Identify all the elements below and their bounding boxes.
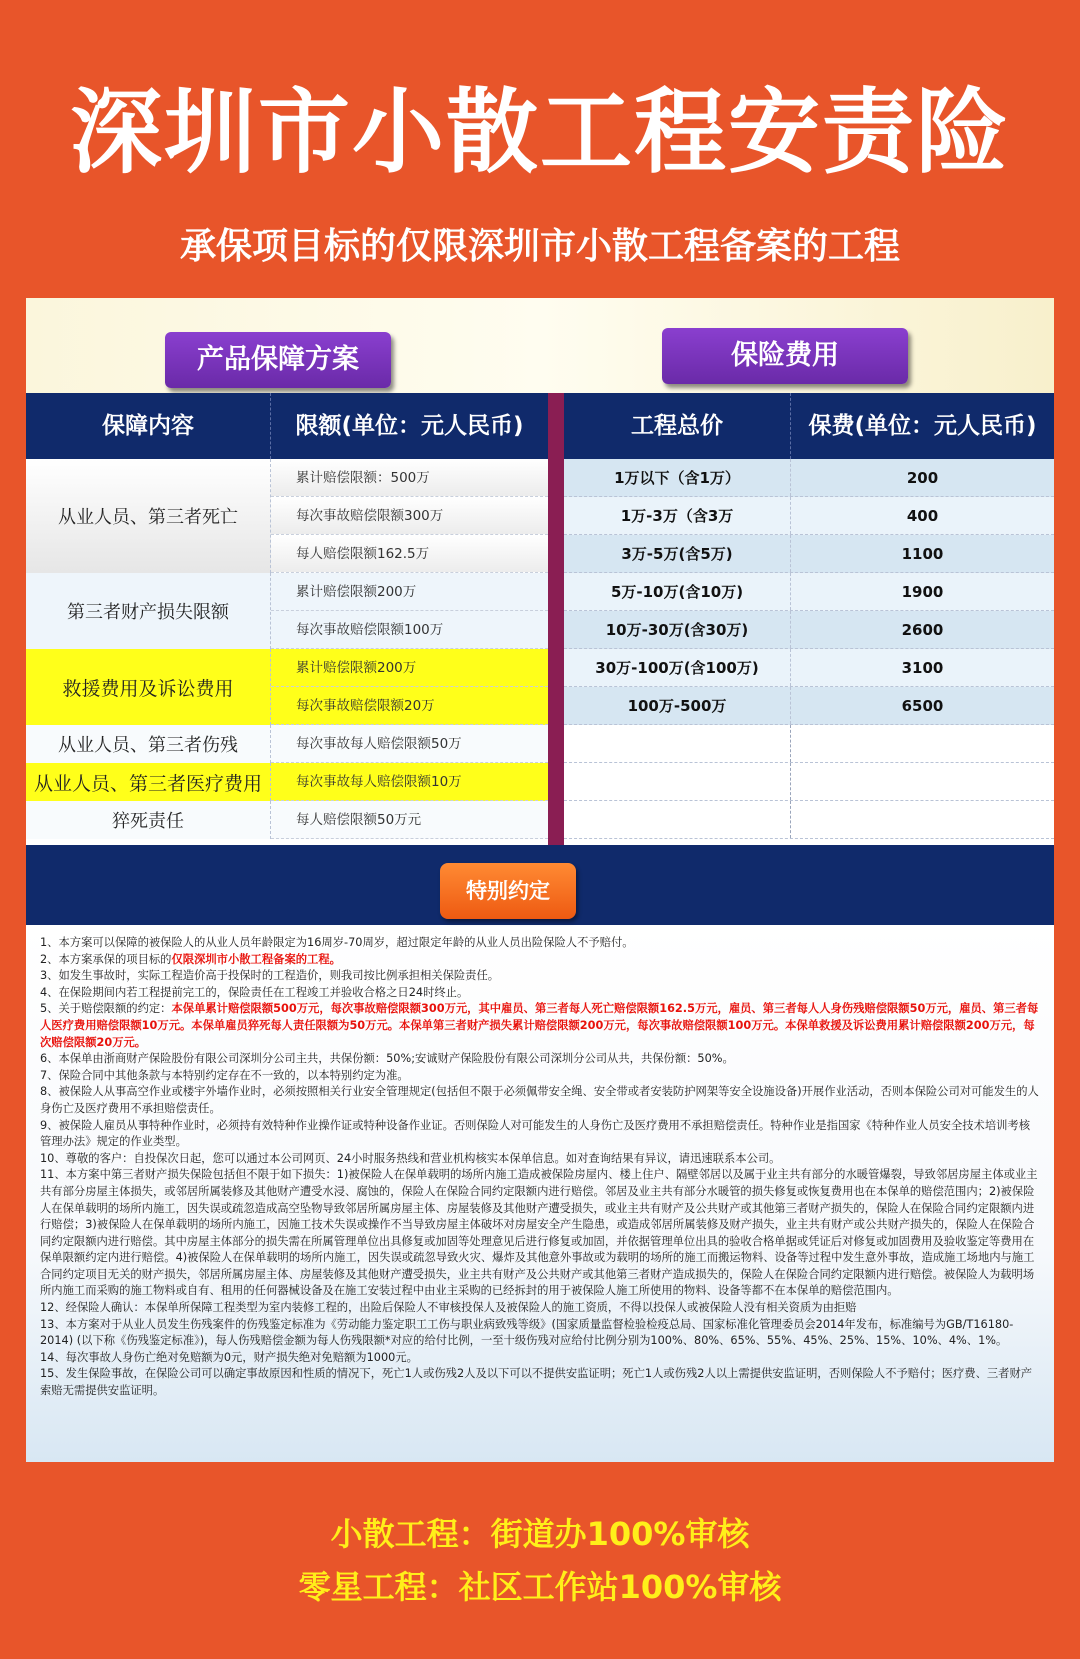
project-total-cell: 1万以下（含1万） — [564, 459, 791, 496]
term-item: 11、本方案中第三者财产损失保险包括但不限于如下损失：1)被保险人在保单载明的场所内施工造成被保险房屋内、楼上住户、隔壁邻居以及属于业主共有部分的水暖管爆裂，导致邻居房屋主体或业主共有部分房屋主体损失，或邻居所属装修及其他财产遭受水浸、腐蚀的，保险人在保险合同约定限额内进行赔偿。邻居及业主共有部分水暖管的损失修复或恢复费用也在本保单的赔偿范围内；2)被保险人在保单载明的场所内施工，因失误或疏忽造成高空坠物导致邻居所属房屋主体、房屋装修及其他财产遭受损失，或业主共有财产及公共财产或其他第三者财产损失的，保险人在保险合同约定限额内进行赔偿；3)被保险人在保单载明的场所内施工，因施工技术失误或操作不当导致房屋主体破坏对房屋安全产生隐患，或造成邻居所属装修及财产损失，业主共有财产或公共财产损失的，保险人在保险合同约定限额内进行赔偿。其中房屋主体部分的损失需在所属管理单位出具修复或加固等处理意见后进行修复或加固，并依据管理单位出具的验收合格单据或凭证后对修复或加固费用及验收鉴定等费用在保单限额约定内进行赔偿。4)被保险人在保单载明的场所内施工，因失误或疏忽导致火灾、爆炸及其他意外事故或为载明的场所的施工而搬运物料、设备等过程中发生意外事故，造成施工场地内与施工合同约定项目无关的财产损失，邻居所属房屋主体、房屋装修及其他财产遭受损失，业主共有财产及公共财产或其他第三者财产造成损失的，保险人在保险合同约定限额内进行赔偿。被保险人为载明场所内施工而采购的施工物料或自有、租用的任何器械设备及在施工安装过程中由业主采购的已经拆封的用于被保险人施工所使用的物料、设备等都不在本保单的赔偿范围内。 — [40, 1168, 1038, 1298]
coverage-group-medical — [26, 763, 548, 801]
header-premium: 保费(单位：元人民币) — [808, 413, 1037, 439]
coverage-group-property — [26, 573, 548, 649]
coverage-limits — [271, 763, 548, 801]
table-row — [564, 611, 1054, 649]
coverage-limit: 每次事故赔偿限额20万 — [271, 687, 548, 725]
coverage-group-sudden-death — [26, 801, 548, 839]
term-item: 12、经保险人确认：本保单所保障工程类型为室内装修工程的，出险后保险人不审核投保人及被保险人的施工资质，不得以投保人或被保险人没有相关资质为由拒赔 — [40, 1301, 857, 1315]
coverage-category: 从业人员、第三者伤残 — [26, 725, 271, 763]
table-row — [564, 459, 1054, 497]
term-item: 3、如发生事故时，实际工程造价高于投保时的工程造价，则我司按比例承担相关保险责任。 — [40, 969, 500, 983]
coverage-limit: 每次事故赔偿限额100万 — [271, 611, 548, 649]
coverage-category: 从业人员、第三者死亡 — [26, 459, 271, 573]
project-total-cell: 30万-100万(含100万) — [564, 649, 791, 686]
table-row — [564, 497, 1054, 535]
term-item: 5、关于赔偿限额的约定：本保单累计赔偿限额500万元，每次事故赔偿限额300万元，其中雇员、第三者每人死亡赔偿限额162.5万元，雇员、第三者每人人身伤残赔偿限额50万元，雇员、第三者每人医疗费用赔偿限额10万元。本保单雇员猝死每人责任限额为50万元。本保单第三者财产损失累计赔偿限额200万元，每次事故赔偿限额100万元。本保单救援及诉讼费用累计赔偿限额200万元，每次赔偿限额20万元。 — [40, 1002, 1039, 1049]
premium-table — [564, 459, 1054, 839]
project-total-cell: 100万-500万 — [564, 687, 791, 724]
term-item: 7、保险合同中其他条款与本特别约定存在不一致的，以本特别约定为准。 — [40, 1068, 409, 1082]
term-item: 8、被保险人从事高空作业或楼宇外墙作业时，必须按照相关行业安全管理规定(包括但不限于必须佩带安全绳、安全带或者安装防护网架等安全设施设备)开展作业活动，否则本保险公司对可能发生的人身伤亡及医疗费用不承担赔偿责任。 — [40, 1085, 1039, 1115]
project-total-cell: 1万-3万（含3万 — [564, 497, 791, 534]
term-item: 13、本方案对于从业人员发生伤残案件的伤残鉴定标准为《劳动能力鉴定职工工伤与职业病致残等级》(国家质量监督检验检疫总局、国家标准化管理委员会2014年发布，标准编号为GB/T16180-2014) (以下称《伤残鉴定标准》)，每人伤残赔偿金额为每人伤残限额*对应的给付比例，一至十级伤残对应给付比例分别为100%、80%、65%、55%、45%、25%、15%、10%、4%、1%。 — [40, 1317, 1014, 1348]
coverage-limit: 累计赔偿限额200万 — [271, 573, 548, 611]
term-item: 15、发生保险事故，在保险公司可以确定事故原因和性质的情况下，死亡1人或伤残2人及以下可以不提供安监证明；死亡1人或伤残2人以上需提供安监证明，否则保险人不予赔付；医疗费、三者财产索赔无需提供安监证明。 — [40, 1367, 1033, 1398]
table-divider — [548, 393, 564, 845]
coverage-limit: 每人赔偿限额50万元 — [271, 801, 548, 839]
table-row — [564, 535, 1054, 573]
project-total-cell: 3万-5万(含5万) — [564, 535, 791, 572]
term-item: 9、被保险人雇员从事特种作业时，必须持有效特种作业操作证或特种设备作业证。否则保险人对可能发生的人身伤亡及医疗费用不承担赔偿责任。特种作业是指国家《特种作业人员安全技术培训考核管理办法》规定的作业类型。 — [40, 1118, 1031, 1149]
premium-cell: 2600 — [901, 621, 944, 639]
page-subtitle: 承保项目标的仅限深圳市小散工程备案的工程 — [179, 226, 900, 267]
coverage-category: 第三者财产损失限额 — [26, 573, 271, 649]
table-row — [564, 649, 1054, 687]
term-item: 4、在保险期间内若工程提前完工的，保险责任在工程竣工并验收合格之日24时终止。 — [40, 985, 469, 999]
coverage-limits — [271, 573, 548, 649]
table-row — [564, 573, 1054, 611]
coverage-limits — [271, 459, 548, 573]
page-title: 深圳市小散工程安责险 — [69, 79, 1010, 186]
term-highlight: 仅限深圳市小散工程备案的工程。 — [171, 952, 341, 966]
term-highlight: 本保单累计赔偿限额500万元，每次事故赔偿限额300万元，其中雇员、第三者每人死亡赔偿限额162.5万元，雇员、第三者每人人身伤残赔偿限额50万元，雇员、第三者每人医疗费用赔偿限额10万元。本保单雇员猝死每人责任限额为50万元。本保单第三者财产损失累计赔偿限额200万元，每次事故赔偿限额100万元。本保单救援及诉讼费用累计赔偿限额200万元，每次赔偿限额20万元。 — [40, 1002, 1039, 1049]
coverage-category: 从业人员、第三者医疗费用 — [26, 763, 271, 801]
coverage-group-death — [26, 459, 548, 573]
premium-cell: 400 — [906, 507, 939, 525]
coverage-limit: 每次事故每人赔偿限额50万 — [271, 725, 548, 763]
premium-cell: 1100 — [901, 545, 944, 563]
premium-cell: 3100 — [901, 659, 944, 677]
main-panel — [26, 298, 1054, 1462]
project-total-cell: 10万-30万(含30万) — [564, 611, 791, 648]
term-item: 10、尊敬的客户：自投保次日起，您可以通过本公司网页、24小时服务热线和营业机构核实本保单信息。如对查询结果有异议，请迅速联系本公司。 — [40, 1151, 781, 1165]
coverage-limit: 每次事故每人赔偿限额10万 — [271, 763, 548, 801]
coverage-group-rescue — [26, 649, 548, 725]
term-item: 1、本方案可以保障的被保险人的从业人员年龄限定为16周岁-70周岁，超过限定年龄的从业人员出险保险人不予赔付。 — [40, 936, 634, 949]
coverage-table — [26, 459, 548, 839]
coverage-limit: 累计赔偿限额200万 — [271, 649, 548, 687]
premium-cell: 1900 — [901, 583, 944, 601]
footer-line-1: 小散工程：街道办100%审核 — [330, 1515, 750, 1553]
special-terms-text — [26, 925, 1054, 1462]
premium-table-header — [564, 393, 1054, 459]
coverage-limit: 累计赔偿限额：500万 — [271, 459, 548, 497]
special-terms-tag: 特别约定 — [440, 863, 576, 919]
empty-row — [564, 763, 1054, 801]
term-item: 2、本方案承保的项目标的仅限深圳市小散工程备案的工程。 — [40, 952, 341, 966]
coverage-table-header — [26, 393, 548, 459]
coverage-limits — [271, 725, 548, 763]
header-project-total: 工程总价 — [564, 393, 791, 459]
term-item: 14、每次事故人身伤亡绝对免赔额为0元，财产损失绝对免赔额为1000元。 — [40, 1350, 418, 1364]
coverage-limits — [271, 801, 548, 839]
coverage-category: 救援费用及诉讼费用 — [26, 649, 271, 725]
premium-cell: 6500 — [901, 697, 944, 715]
coverage-limits — [271, 649, 548, 725]
empty-row — [564, 801, 1054, 839]
coverage-group-disability — [26, 725, 548, 763]
table-row — [564, 687, 1054, 725]
empty-row — [564, 725, 1054, 763]
term-item: 6、本保单由浙商财产保险股份有限公司深圳分公司主共，共保份额：50%;安诚财产保险股份有限公司深圳分公司从共，共保份额：50%。 — [40, 1052, 734, 1066]
coverage-plan-tag: 产品保障方案 — [165, 332, 391, 388]
premium-tag: 保险费用 — [662, 328, 908, 384]
header-limit: 限额(单位：元人民币) — [295, 413, 524, 439]
premium-cell: 200 — [906, 469, 939, 487]
coverage-category: 猝死责任 — [26, 801, 271, 839]
project-total-cell: 5万-10万(含10万) — [564, 573, 791, 610]
header-coverage: 保障内容 — [26, 393, 271, 459]
coverage-limit: 每次事故赔偿限额300万 — [271, 497, 548, 535]
footer-line-2: 零星工程：社区工作站100%审核 — [298, 1568, 782, 1606]
coverage-limit: 每人赔偿限额162.5万 — [271, 535, 548, 573]
